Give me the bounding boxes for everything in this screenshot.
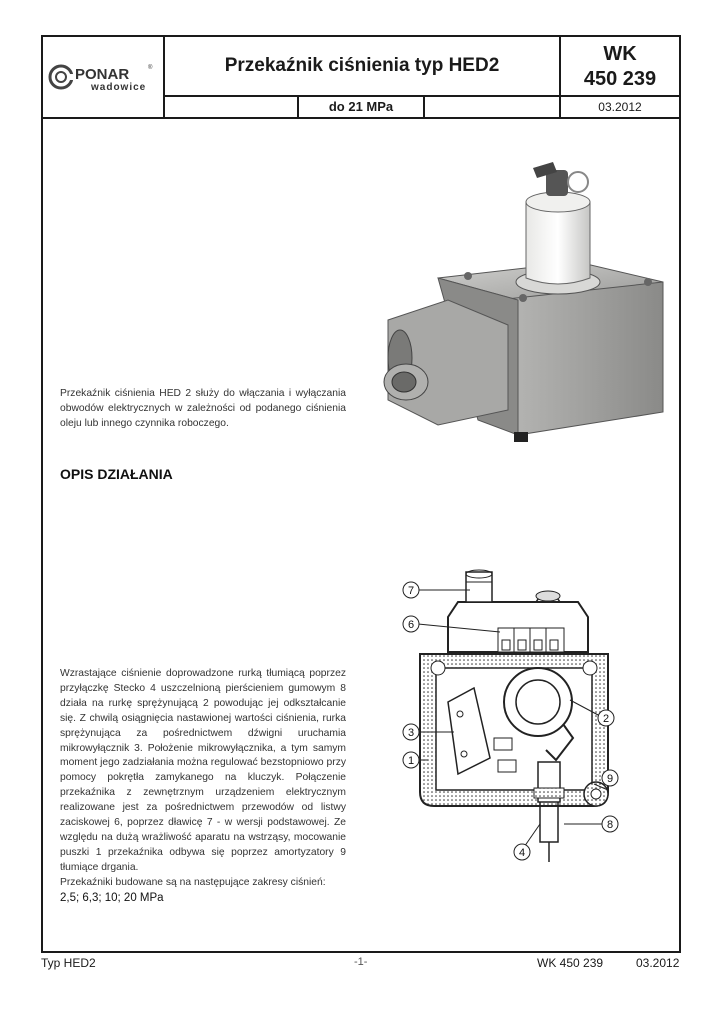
document-title: Przekaźnik ciśnienia typ HED2 bbox=[165, 37, 559, 97]
header-blank-cell-2 bbox=[425, 97, 559, 117]
document-date: 03.2012 bbox=[559, 97, 679, 117]
diagram-label-1: 1 bbox=[407, 755, 415, 767]
cross-section-diagram bbox=[398, 562, 626, 872]
diagram-label-7: 7 bbox=[407, 585, 415, 597]
footer-page-number: -1- bbox=[354, 956, 368, 968]
ranges-intro: Przekaźniki budowane są na następujące zakresy ciśnień: bbox=[60, 876, 326, 888]
ponar-logo-icon bbox=[47, 60, 159, 94]
logo-city: wadowice bbox=[91, 82, 147, 93]
diagram-label-6: 6 bbox=[407, 619, 415, 631]
diagram-label-4: 4 bbox=[518, 847, 526, 859]
operation-paragraph: Wzrastające ciśnienie doprowadzone rurką tłumiącą poprzez przyłączkę Stecko 4 uszczelnioną pierścieniem gumowym 8 działa na rurkę sprężynującą 2 powodując jej odkształcanie się. Z chwilą osiągnięcia nastawionej wartości ciśnienia, rurka sprężynująca za pośrednictwem dźwigni uruchamia mikrowyłącznik 3. Położenie mikrowyłącznika, a tym samym moment jego zadziałania można regulować bezstopniowo przy pomocy pokrętła zamykanego na kluczyk. Połączenie przekaźnika z zewnętrznym urządzeniem elektrycznym realizowane jest za pośrednictwem przewodów od listwy zaciskowej 6, poprzez dławicę 7 - w wersji podstawowej. Ze względu na dużą wrażliwość aparatu na wstrząsy, mocowanie puszki 1 przekaźnika odbywa się poprzez amortyzatory 9 tłumiące drgania. bbox=[60, 668, 346, 873]
pressure-range: do 21 MPa bbox=[299, 97, 425, 117]
footer-date: 03.2012 bbox=[636, 956, 680, 970]
header-blank-cell bbox=[165, 97, 299, 117]
document-code bbox=[559, 37, 679, 97]
operation-description bbox=[60, 667, 346, 906]
footer-type: Typ HED2 bbox=[41, 956, 96, 970]
document-code-line1: WK bbox=[603, 43, 637, 65]
product-photo bbox=[378, 150, 668, 450]
company-logo bbox=[43, 37, 165, 117]
diagram-label-2: 2 bbox=[602, 713, 610, 725]
logo-brand: PONAR bbox=[75, 66, 130, 83]
diagram-label-3: 3 bbox=[407, 727, 415, 739]
diagram-label-8: 8 bbox=[606, 819, 614, 831]
intro-paragraph: Przekaźnik ciśnienia HED 2 służy do włączania i wyłączania obwodów elektrycznych w zależności od podanego ciśnienia oleju lub innego czynnika roboczego. bbox=[60, 388, 346, 429]
section-title-operation: OPIS DZIAŁANIA bbox=[60, 466, 173, 482]
diagram-label-9: 9 bbox=[606, 773, 614, 785]
pressure-ranges: 2,5; 6,3; 10; 20 MPa bbox=[60, 891, 164, 904]
logo-registered-mark: ® bbox=[148, 65, 153, 71]
footer-code: WK 450 239 bbox=[537, 956, 604, 970]
header-divider bbox=[43, 117, 679, 119]
document-code-line2: 450 239 bbox=[583, 68, 657, 90]
